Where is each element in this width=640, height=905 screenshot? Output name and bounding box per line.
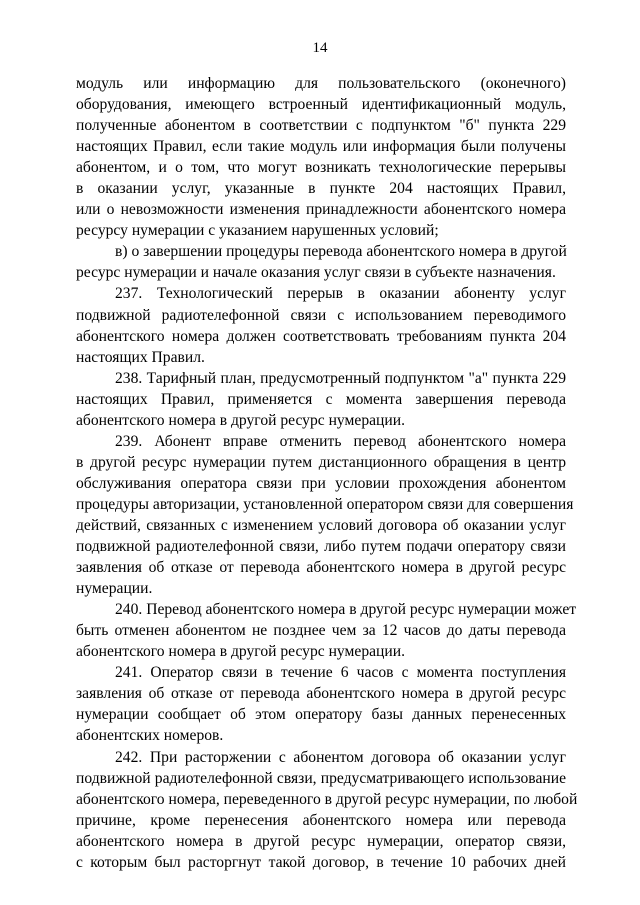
document-body: [76, 73, 578, 873]
text-line: процедуры авторизации, установленной оператором связи для совершения: [76, 495, 574, 513]
text-line: абонентских номеров.: [76, 727, 224, 745]
text-line: настоящих Правил, если такие модуль или информация были получены: [76, 138, 566, 156]
text-line: заявления об отказе от перевода абонентского номера в другой ресурс: [76, 685, 566, 703]
text-line: или о невозможности изменения принадлежности абонентского номера: [76, 201, 566, 219]
text-line: действий, связанных с изменением условий договора об оказании услуг: [76, 516, 566, 534]
text-line: абонентского номера в другой ресурс нумерации.: [76, 643, 405, 661]
text-line: подвижной радиотелефонной связи с использованием переводимого: [76, 306, 566, 324]
text-line: нумерации сообщает об этом оператору базы данных перенесенных: [76, 706, 566, 724]
text-line: заявления об отказе от перевода абонентского номера в другой ресурс: [76, 559, 566, 577]
text-line: абонентского номера, переведенного в другой ресурс нумерации, по любой: [76, 790, 578, 808]
text-line: абонентского номера в другой ресурс нумерации, оператор связи,: [76, 832, 566, 850]
text-line: в оказании услуг, указанные в пункте 204 настоящих Правил,: [76, 180, 566, 198]
text-line: 237. Технологический перерыв в оказании абоненту услуг: [115, 285, 566, 303]
text-line: 239. Абонент вправе отменить перевод абонентского номера: [115, 432, 566, 450]
text-line: подвижной радиотелефонной связи, предусматривающего использование: [76, 769, 566, 787]
text-line: абонентом, и о том, что могут возникать технологические перерывы: [76, 159, 566, 177]
text-line: оборудования, имеющего встроенный идентификационный модуль,: [76, 96, 566, 114]
text-line: в) о завершении процедуры перевода абонентского номера в другой: [115, 243, 567, 261]
text-line: ресурс нумерации и начале оказания услуг связи в субъекте назначения.: [76, 264, 556, 282]
text-line: настоящих Правил, применяется с момента завершения перевода: [76, 390, 566, 408]
page-number: 14: [312, 40, 328, 56]
paragraph-239: [76, 431, 574, 599]
text-line: абонентского номера в другой ресурс нумерации.: [76, 411, 405, 429]
text-line: обслуживания оператора связи при условии прохождения абонентом: [76, 474, 566, 492]
text-line: настоящих Правил.: [76, 348, 205, 366]
text-line: нумерации.: [76, 580, 153, 598]
paragraph-237: [76, 283, 566, 367]
text-line: быть отменен абонентом не позднее чем за 12 часов до даты перевода: [76, 622, 566, 640]
paragraph-238: [76, 368, 566, 431]
paragraph-v: [76, 241, 566, 283]
text-line: модуль или информацию для пользовательского (оконечного): [76, 75, 566, 92]
text-line: с которым был расторгнут такой договор, в течение 10 рабочих дней: [76, 853, 566, 871]
paragraph-cont: [76, 73, 566, 241]
paragraph-242: [76, 747, 578, 873]
text-line: в другой ресурс нумерации путем дистанционного обращения в центр: [76, 453, 566, 471]
text-line: 240. Перевод абонентского номера в другой ресурс нумерации может: [115, 601, 577, 619]
text-line: причине, кроме перенесения абонентского номера или перевода: [76, 811, 566, 829]
text-line: ресурсу нумерации с указанием нарушенных условий;: [76, 222, 439, 240]
paragraph-240: [76, 599, 577, 662]
text-line: 242. При расторжении с абонентом договора об оказании услуг: [115, 748, 566, 766]
text-line: абонентского номера должен соответствовать требованиям пункта 204: [76, 327, 566, 345]
text-line: 238. Тарифный план, предусмотренный подпунктом "а" пункта 229: [115, 369, 566, 387]
text-line: 241. Оператор связи в течение 6 часов с момента поступления: [115, 664, 566, 682]
text-line: подвижной радиотелефонной связи, либо путем подачи оператору связи: [76, 538, 566, 556]
text-line: полученные абонентом в соответствии с подпунктом "б" пункта 229: [76, 117, 566, 135]
paragraph-241: [76, 662, 566, 746]
